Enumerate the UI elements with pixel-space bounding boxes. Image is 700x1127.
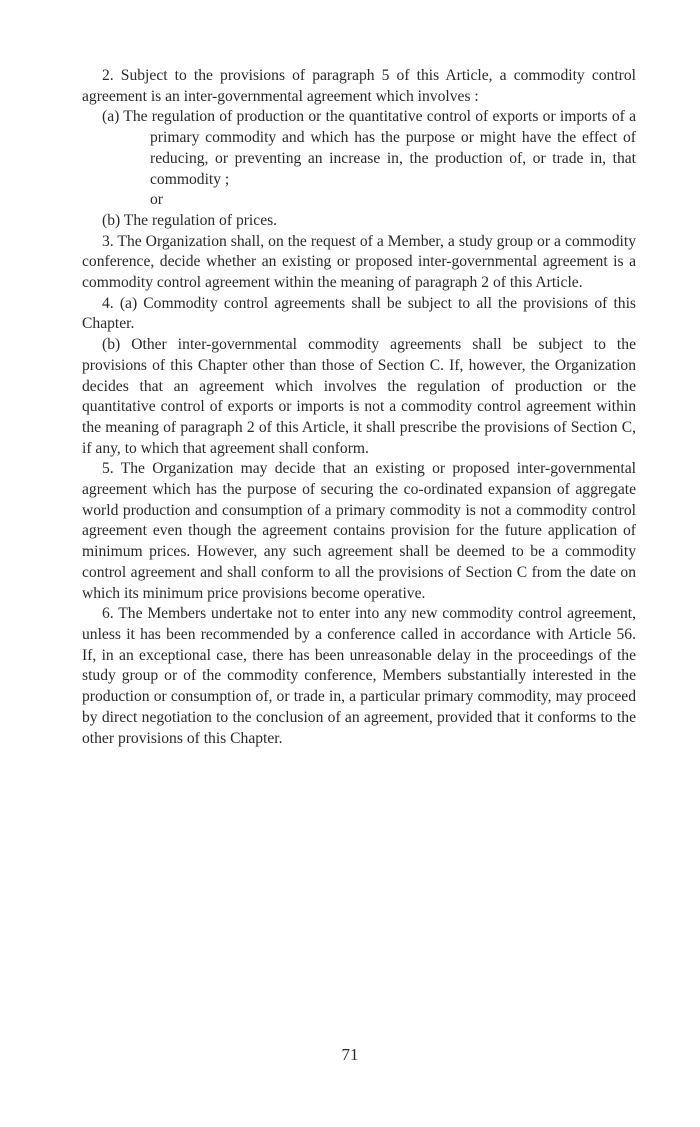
paragraph-3: 3. The Organization shall, on the request of a Member, a study group or a commodity conference, decide whether an existing or proposed inter-governmental agreement is a commodity control agreement within the meaning of paragraph 2 of this Article.: [82, 232, 636, 292]
paragraph-4-item-b: (b) Other inter-governmental commodity agreements shall be subject to the provisions of this Chapter other than those of Section C. If, however, the Organization decides that an agreement which involves the regulation of production or the quantitative control of exports or imports is not a commodity control agreement within the meaning of paragraph 2 of this Article, it shall prescribe the provisions of Section C, if any, to which that agreement shall conform.: [82, 336, 636, 457]
paragraph-5: 5. The Organization may decide that an existing or proposed inter-governmental agreement which has the purpose of securing the co-ordinated expansion of aggregate world production and consumption of a primary commodity is not a commodity control agreement even though the agreement contains provision for the future application of minimum prices. However, any such agreement shall be deemed to be a commodity control agreement and shall conform to all the provisions of Section C from the date on which its minimum price provisions become operative.: [82, 460, 636, 602]
page-body: [82, 66, 636, 749]
paragraph-4-item-a: 4. (a) Commodity control agreements shall be subject to all the provisions of this Chapter.: [82, 294, 636, 333]
paragraph-6: 6. The Members undertake not to enter into any new commodity control agreement, unless it has been recommended by a conference called in accordance with Article 56. If, in an exceptional case, there has been unreasonable delay in the proceedings of the study group or of the commodity conference, Members substantially interested in the production or consumption of, or trade in, a particular primary commodity, may proceed by direct negotiation to the conclusion of an agreement, provided that it conforms to the other provisions of this Chapter.: [82, 605, 636, 747]
page-number: 71: [341, 1045, 359, 1064]
paragraph-2-item-a: (a) The regulation of production or the quantitative control of exports or imports of a primary commodity and which has the purpose or might have the effect of reducing, or preventing an increase in, the production of, or trade in, that commodity ;: [102, 108, 636, 188]
paragraph-2-item-b: (b) The regulation of prices.: [102, 211, 278, 229]
paragraph-2-or: or: [150, 191, 163, 209]
paragraph-2: 2. Subject to the provisions of paragraph 5 of this Article, a commodity control agreement is an inter-governmental agreement which involves :: [82, 67, 636, 105]
